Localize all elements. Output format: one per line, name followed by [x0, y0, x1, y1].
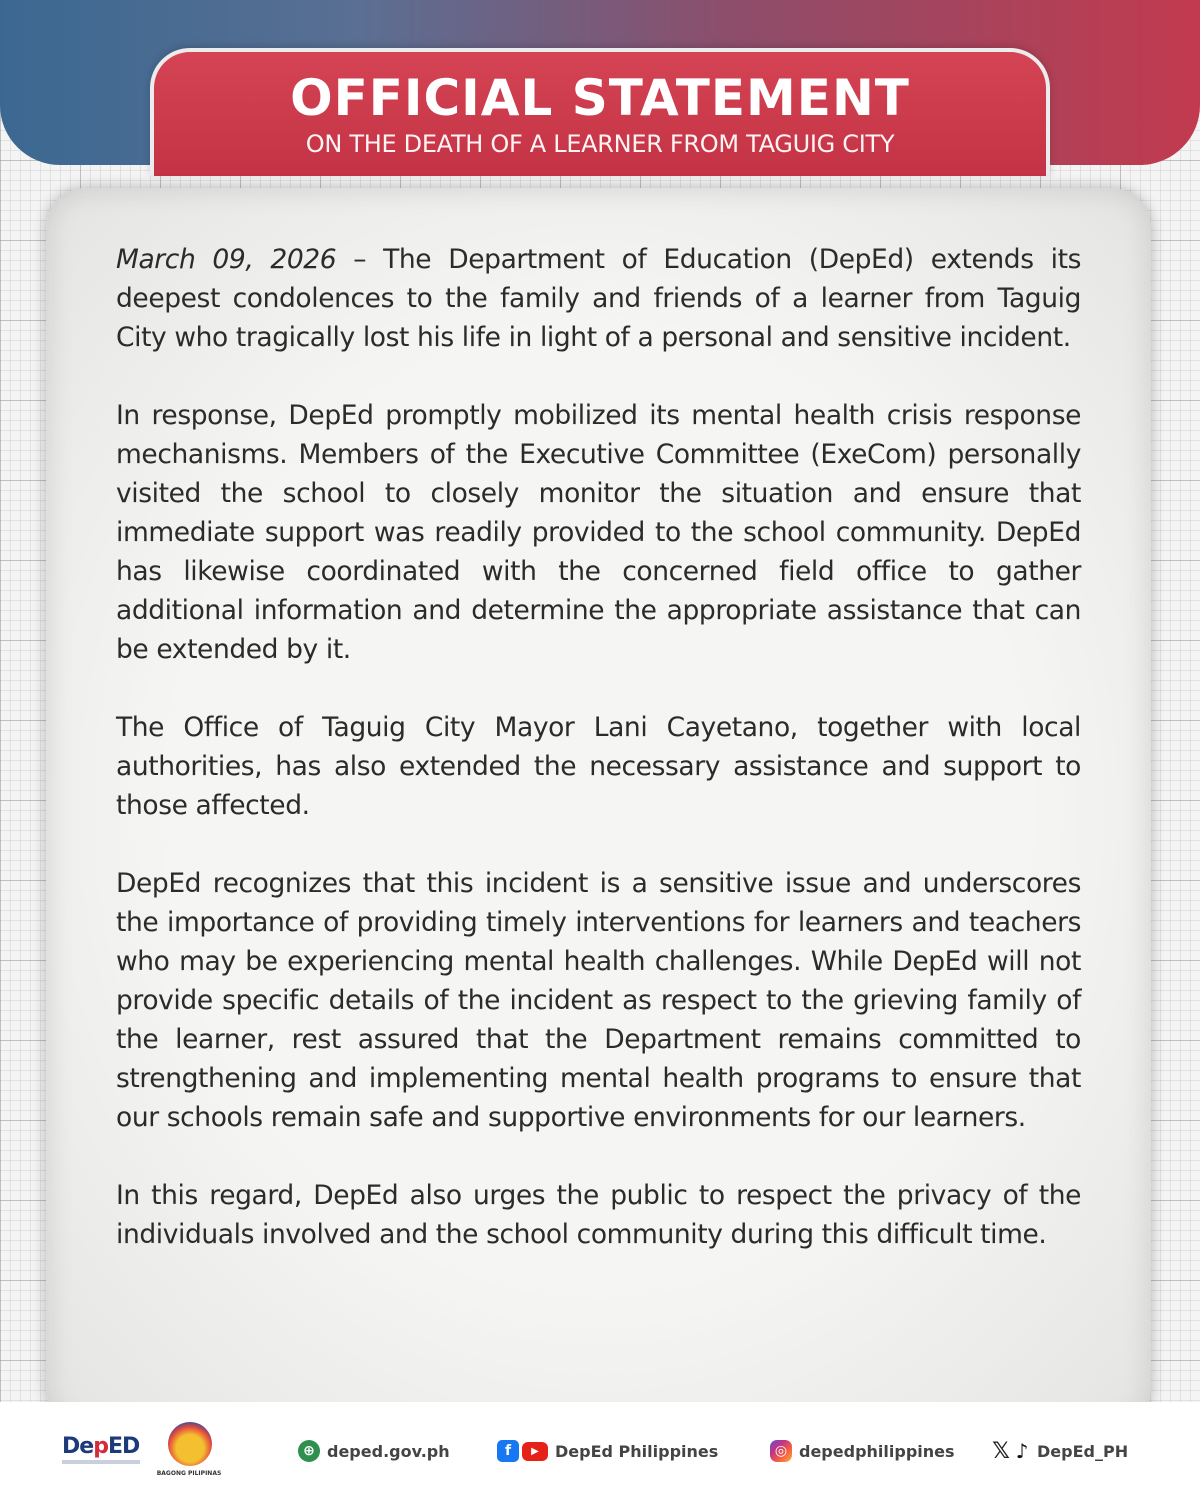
paragraph-1	[116, 240, 1081, 357]
website-label: deped.gov.ph	[327, 1441, 450, 1461]
deped-logo	[62, 1434, 139, 1459]
deped-logo-underline	[62, 1460, 140, 1464]
title-banner	[150, 48, 1050, 176]
footer	[0, 1402, 1200, 1500]
facebook-icon: f	[497, 1440, 519, 1462]
instagram-link[interactable]	[770, 1440, 955, 1462]
bagong-pilipinas-logo	[158, 1414, 220, 1484]
statement-date: March 09, 2026	[116, 244, 337, 275]
instagram-label: depedphilippines	[799, 1441, 955, 1461]
x-tiktok-link[interactable]	[990, 1440, 1128, 1462]
facebook-youtube-link[interactable]	[497, 1440, 718, 1462]
x-icon: 𝕏	[992, 1438, 1010, 1464]
paragraph-4: DepEd recognizes that this incident is a sensitive issue and underscores the importance of providing timely interventions for learners and teachers who may be experiencing mental health challenges. While DepEd will not provide specific details of the incident as respect to the grieving family of the learner, rest assured that the Department remains committed to strengthening and implementing mental health programs to ensure that our schools remain safe and supportive environments for our learners.	[116, 868, 1081, 1133]
paragraph-1-text: – The Department of Education (DepEd) extends its deepest condolences to the family and friends of a learner from Taguig City who tragically lost his life in light of a personal and sensitive incident.	[116, 244, 1081, 353]
page-title: OFFICIAL STATEMENT	[290, 69, 910, 127]
sun-emblem-icon	[168, 1422, 212, 1466]
website-link[interactable]	[298, 1440, 450, 1462]
tiktok-icon: ♪	[1015, 1439, 1029, 1463]
facebook-youtube-label: DepEd Philippines	[555, 1441, 719, 1461]
paragraph-3: The Office of Taguig City Mayor Lani Cayetano, together with local authorities, has also extended the necessary assistance and support to those affected.	[116, 712, 1081, 821]
paragraph-5: In this regard, DepEd also urges the public to respect the privacy of the individuals involved and the school community during this difficult time.	[116, 1180, 1081, 1250]
x-tiktok-label: DepEd_PH	[1037, 1441, 1129, 1461]
paragraph-2: In response, DepEd promptly mobilized its mental health crisis response mechanisms. Members of the Executive Committee (ExeCom) personally visited the school to closely monitor the situation and ensure that immediate support was readily provided to the school community. DepEd has likewise coordinated with the concerned field office to gather additional information and determine the appropriate assistance that can be extended by it.	[116, 400, 1081, 665]
youtube-icon: ▶	[522, 1442, 548, 1461]
instagram-icon: ◎	[770, 1440, 792, 1462]
page-subtitle: ON THE DEATH OF A LEARNER FROM TAGUIG CITY	[305, 130, 895, 158]
deped-logo-text: DepED	[62, 1434, 140, 1459]
bagong-pilipinas-label: BAGONG PILIPINAS	[156, 1470, 222, 1477]
globe-icon: ⊕	[298, 1440, 320, 1462]
statement-body	[116, 240, 1081, 1293]
